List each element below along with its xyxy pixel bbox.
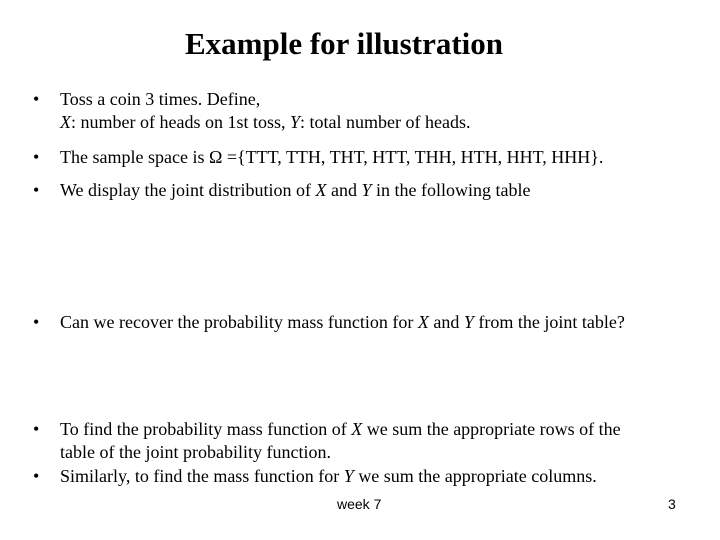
- bullet-marker: •: [33, 147, 40, 167]
- bullet-marker: •: [33, 89, 40, 109]
- bullet-text-line: X: number of heads on 1st toss, Y: total number of heads.: [60, 112, 471, 132]
- bullet-marker: •: [33, 466, 40, 486]
- bullet-marker: •: [33, 180, 40, 200]
- bullet-marker: •: [33, 419, 40, 439]
- bullet-text-line: Can we recover the probability mass function for X and Y from the joint table?: [60, 312, 625, 332]
- bullet-text-line: Toss a coin 3 times. Define,: [60, 89, 261, 109]
- bullet-text-line: We display the joint distribution of X and Y in the following table: [60, 180, 531, 200]
- bullet-text-line: The sample space is Ω ={TTT, TTH, THT, HTT, THH, HTH, HHT, HHH}.: [60, 147, 604, 167]
- page-number: 3: [668, 496, 676, 512]
- bullet-text-line: Similarly, to find the mass function for Y we sum the appropriate columns.: [60, 466, 597, 486]
- footer-week-label: week 7: [337, 496, 382, 512]
- slide-title: Example for illustration: [184, 26, 504, 61]
- bullet-text-line: table of the joint probability function.: [60, 442, 331, 462]
- bullet-marker: •: [33, 312, 40, 332]
- bullet-text-line: To find the probability mass function of X we sum the appropriate rows of the: [60, 419, 621, 439]
